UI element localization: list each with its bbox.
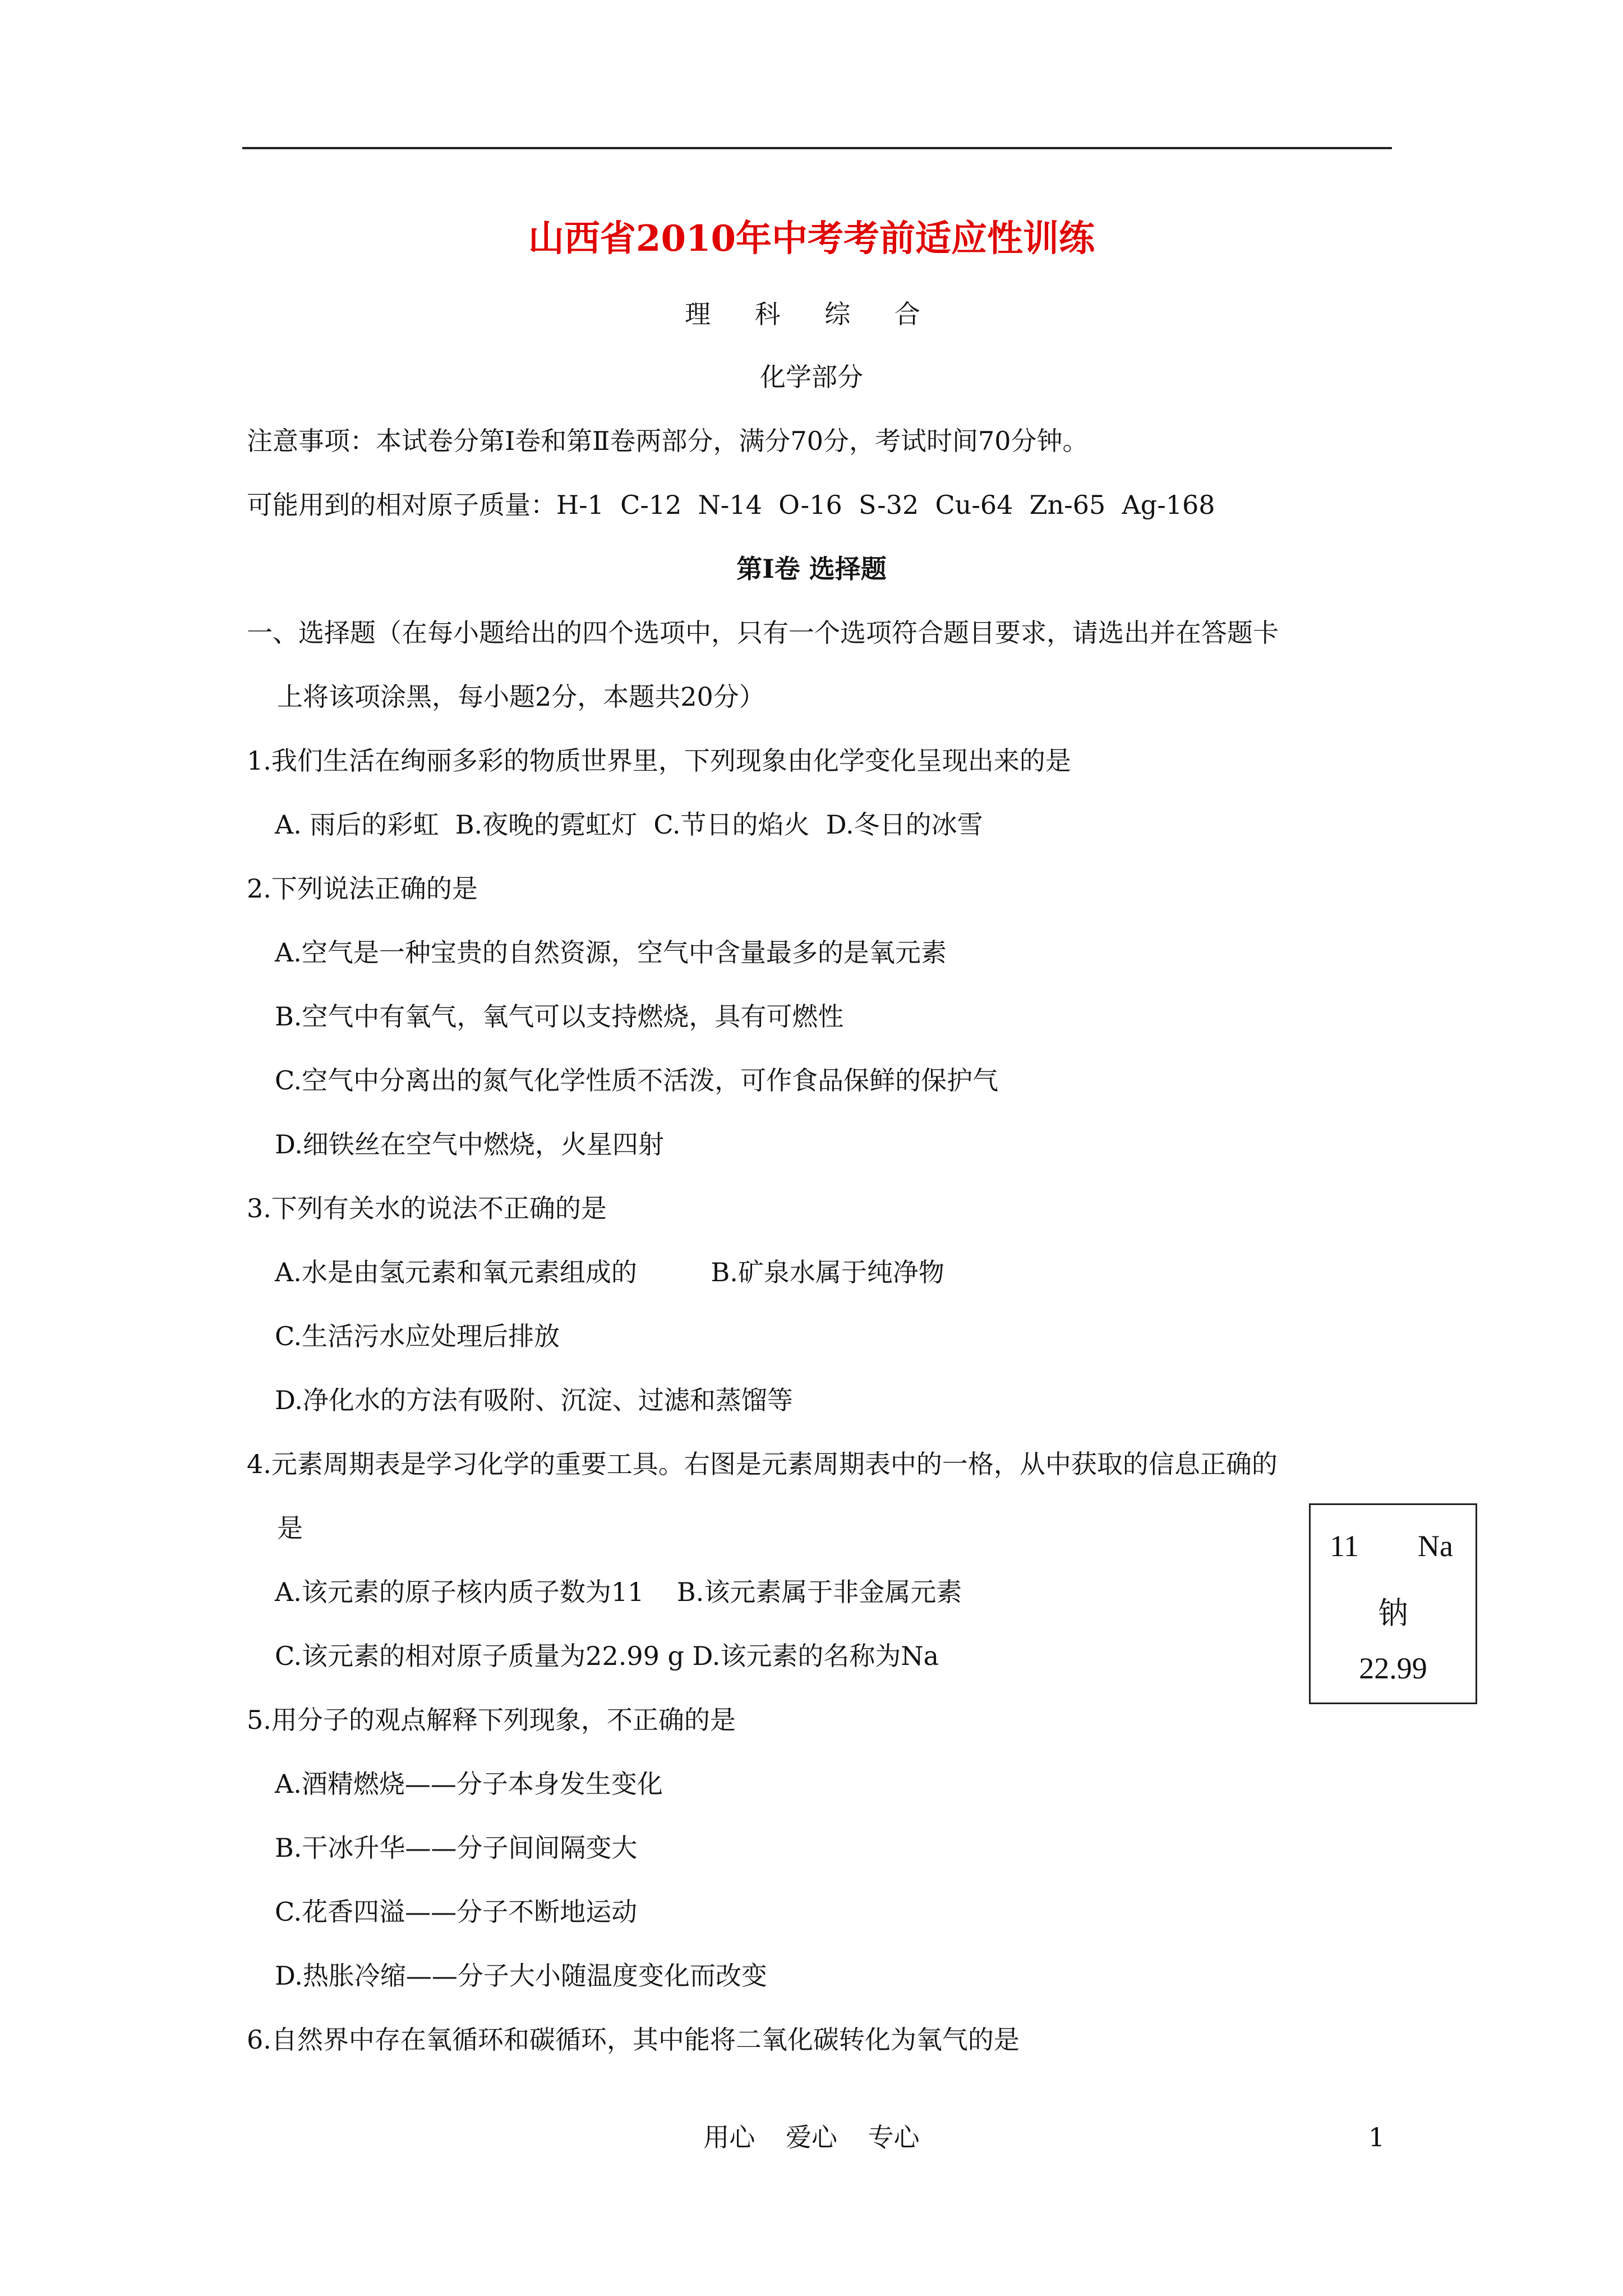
question-3-options-ab: A.水是由氢元素和氧元素组成的 B.矿泉水属于纯净物 (275, 1257, 944, 1287)
question-2-option-c: C.空气中分离出的氮气化学性质不活泼，可作食品保鲜的保护气 (275, 1065, 999, 1096)
atomic-masses-text: 可能用到的相对原子质量：H-1 C-12 N-14 O-16 S-32 Cu-64 Zn-65 Ag-168 (247, 490, 1215, 520)
page-title: 山西省2010年中考考前适应性训练 (528, 218, 1095, 260)
atomic-mass: 22.99 (1359, 1651, 1427, 1685)
question-3-option-c: C.生活污水应处理后排放 (275, 1321, 560, 1351)
subtitle: 理 科 综 合 (685, 299, 938, 329)
periodic-table-cell (1309, 1503, 1477, 1704)
question-5-option-b: B.干冰升华——分子间间隔变大 (275, 1833, 638, 1863)
part1-instruction-line1: 一、选择题（在每小题给出的四个选项中，只有一个选项符合题目要求，请选出并在答题卡 (247, 618, 1279, 648)
section-title: 化学部分 (760, 362, 863, 392)
question-5-option-a: A.酒精燃烧——分子本身发生变化 (275, 1769, 663, 1799)
question-2-option-b: B.空气中有氧气，氧气可以支持燃烧，具有可燃性 (275, 1001, 844, 1032)
atomic-number: 11 (1330, 1529, 1359, 1563)
question-6-stem: 6.自然界中存在氧循环和碳循环，其中能将二氧化碳转化为氧气的是 (247, 2024, 1020, 2055)
question-4-stem: 4.元素周期表是学习化学的重要工具。右图是元素周期表中的一格，从中获取的信息正确的 (247, 1449, 1278, 1479)
header-rule (242, 147, 1392, 149)
footer-motto: 用心 爱心 专心 (703, 2122, 920, 2152)
question-4-options-cd: C.该元素的相对原子质量为22.99 g D.该元素的名称为Na (275, 1641, 939, 1671)
question-2-option-d: D.细铁丝在空气中燃烧，火星四射 (275, 1129, 664, 1159)
page-number: 1 (1368, 2122, 1385, 2152)
question-2-option-a: A.空气是一种宝贵的自然资源，空气中含量最多的是氧元素 (275, 937, 947, 968)
part1-instruction-line2: 上将该项涂黑，每小题2分，本题共20分） (277, 682, 765, 712)
element-symbol: Na (1418, 1529, 1453, 1563)
notice-text: 注意事项：本试卷分第Ⅰ卷和第Ⅱ卷两部分，满分70分，考试时间70分钟。 (247, 426, 1089, 456)
question-2-stem: 2.下列说法正确的是 (247, 873, 478, 904)
question-3-option-d: D.净化水的方法有吸附、沉淀、过滤和蒸馏等 (275, 1385, 793, 1415)
question-1-stem: 1.我们生活在绚丽多彩的物质世界里，下列现象由化学变化呈现出来的是 (247, 746, 1071, 776)
question-5-option-c: C.花香四溢——分子不断地运动 (275, 1897, 638, 1927)
part1-heading: 第Ⅰ卷 选择题 (736, 554, 887, 584)
question-3-stem: 3.下列有关水的说法不正确的是 (247, 1193, 607, 1223)
question-5-option-d: D.热胀冷缩——分子大小随温度变化而改变 (275, 1961, 767, 1991)
question-4-stem-cont: 是 (277, 1513, 303, 1543)
question-4-options-ab: A.该元素的原子核内质子数为11 B.该元素属于非金属元素 (275, 1577, 962, 1607)
element-name: 钠 (1378, 1596, 1408, 1630)
question-1-options: A. 雨后的彩虹 B.夜晚的霓虹灯 C.节日的焰火 D.冬日的冰雪 (275, 809, 983, 840)
question-5-stem: 5.用分子的观点解释下列现象，不正确的是 (247, 1705, 736, 1735)
